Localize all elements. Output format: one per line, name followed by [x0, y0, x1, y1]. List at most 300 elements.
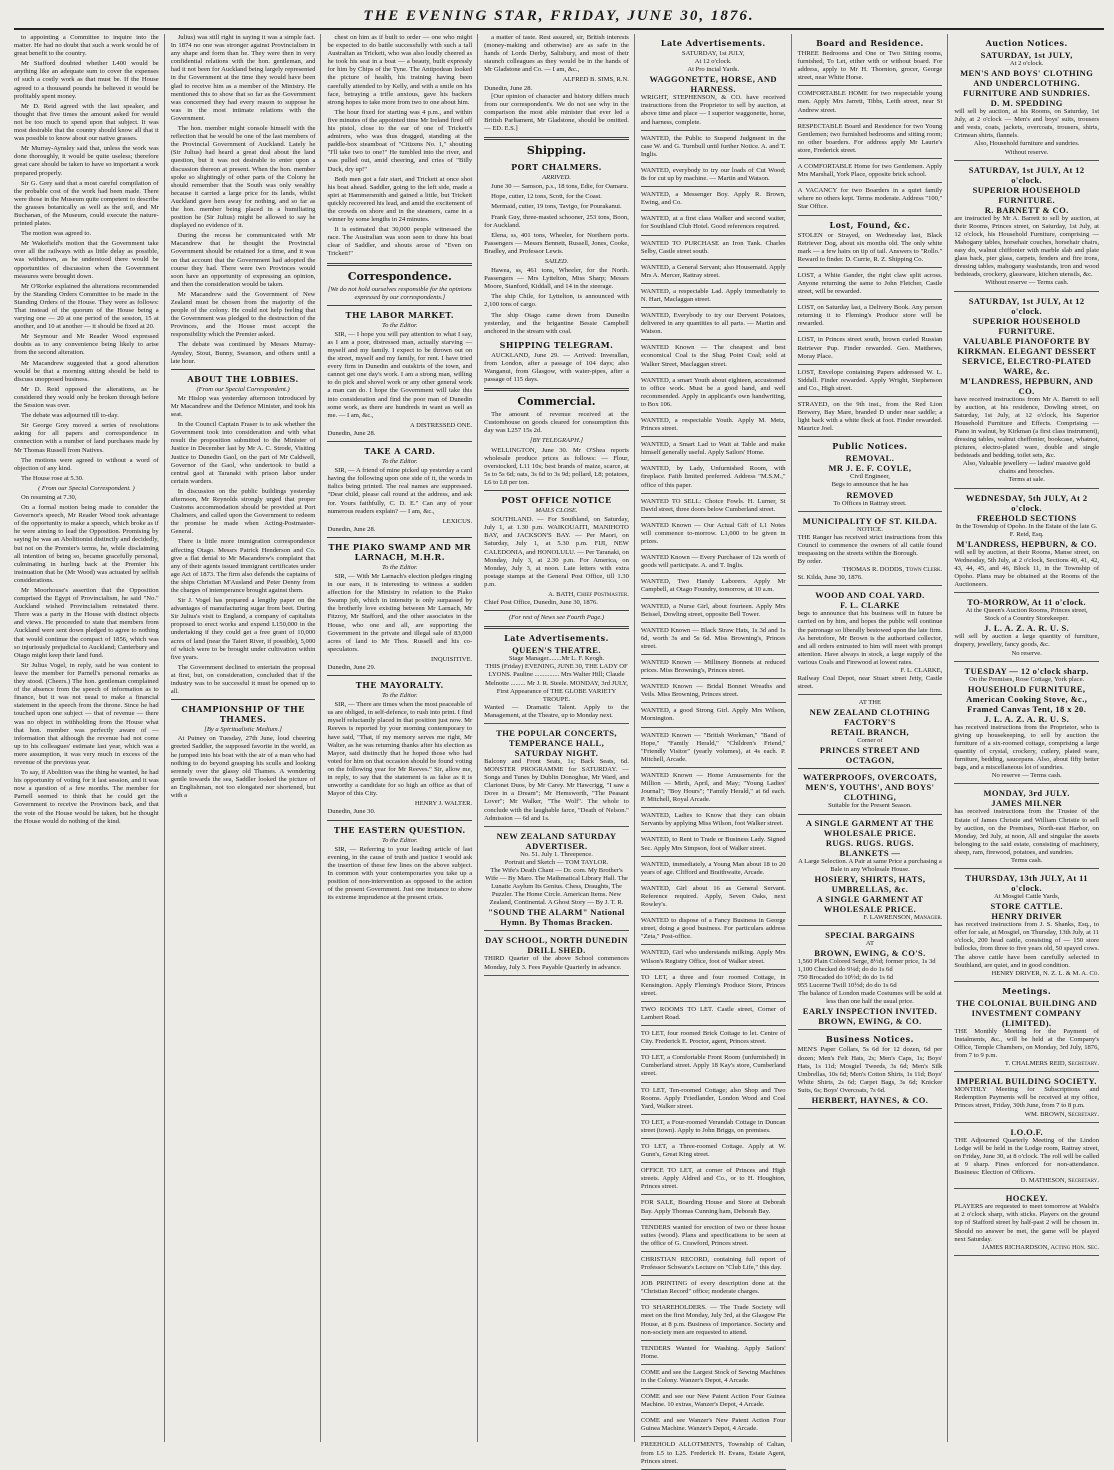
- ad-title: BLANKETS —: [839, 847, 901, 858]
- advertisement: [954, 50, 1099, 161]
- classified-ad: TWO ROOMS TO LET. Castle street, Corner of Lambert Road.: [641, 1006, 786, 1026]
- ad-body: THE Ranger has received strict instructions from this Council to commence the owners of all cattle found trespassing on the streets within the Borough.: [797, 533, 943, 557]
- paragraph: To say, if Abolition was the thing he wanted, he had his opportunity of voting for it last session, and it was now a question of a few months. The member for Parnell seemed to think that he could get the Government to receive the Provinces back, and that the vote of the House would be taken, but he thought the House would do nothing of the kind.: [14, 769, 159, 825]
- ad-date: St. Kilda, June 30, 1876.: [797, 574, 863, 582]
- section-heading: Late Advertisements.: [504, 633, 609, 644]
- paragraph: The Government declined to entertain the proposal at first, but, on consideration, concluded that if the industry was to be successful it must be opened up to all.: [170, 663, 316, 696]
- classified-ad: FREEHOLD ALLOTMENTS, Township of Caltan, from L5 to L25. Frederick H. Evans, Estate Agent, Princes street.: [641, 1441, 786, 1469]
- letter-signature: LEXICUS.: [442, 517, 473, 525]
- classified-ad: WANTED, immediately, a Young Man about 18 to 20 years of age. Clifford and Braithwaite, Arcade.: [641, 861, 786, 881]
- telegram-heading: SHIPPING TELEGRAM.: [499, 339, 614, 350]
- ad-line: By order.: [797, 558, 823, 566]
- paragraph: to appointing a Committee to inquire into the matter. He had no doubt that such a work would be of great benefit to the country.: [14, 34, 159, 58]
- classified-ad: TO SHAREHOLDERS. — The Trade Society will meet on the first Monday, July 3rd, at the Glasgow Pie House, at 8 p.m. Business of importance. Society and non-society men are requested to attend.: [641, 1304, 786, 1340]
- classified-ad: FOR SALE, Boarding House and Store at Deborah Bay. Apply Thomas Cunning ham, Deborah Bay.: [641, 1199, 786, 1219]
- letter-body: SIR, — I hope you will pay attention to what I say, as I am a poor, distressed man, actually starving — myself and my family. I expect to be thrown out on the street, myself and my family, for rent. I have tried every firm in Dunedin and outskirts of the town, and cannot get one day's work. I am a strong man, willing to do pick and shovel work or any other general work a man can do. I hope the Government will take this into consideration and find the poor man of Dunedin some work, as there are hundreds in want as well as me. — I am, &c.,: [327, 330, 473, 419]
- editor-note: [We do not hold ourselves responsible for the opinions expressed by our correspondents.]: [327, 285, 472, 301]
- ad-body: begs to announce that his business will in future be carried on by him, and hopes the public will continue the patronage so liberally bestowed upon the late firm. As heretofore, Mr Brown is the authorised collector, and all orders entrusted to him will meet with prompt attention. Have always in stock, a large supply of the various Coals and Firewood at lowest rates.: [797, 610, 943, 666]
- ad-signature: JAMES RICHARDSON, Acting Hon. Sec.: [982, 1243, 1100, 1251]
- ad-body: Wanted — Dramatic Talent. Apply to the Management, at the Theatre, up to Monday next.: [484, 703, 629, 719]
- ad-title: VALUABLE PIANOFORTE BY KIRKMAN. ELEGANT DESSERT SERVICE, ELECTRO-PLATED WARE, &c.: [957, 335, 1097, 376]
- ad-line: Stage Manager........Mr L. F. Keogh.: [508, 655, 605, 663]
- arrived-label: ARRIVED.: [542, 174, 571, 182]
- ad-line: At Mosgiel Cattle Yards,: [993, 893, 1060, 901]
- letter-to: To the Editor.: [382, 563, 418, 571]
- classified-ad: WANTED, a respectable Lad. Apply immediately to N. Hart, Maclaggan street.: [641, 288, 786, 308]
- ad-date: SATURDAY, 1st JULY, At 12 o'clock.: [968, 295, 1085, 316]
- advertisement: [798, 930, 943, 1031]
- section-heading: Public Notices.: [832, 441, 908, 452]
- divider: [327, 537, 472, 538]
- advertisement: [954, 1076, 1099, 1122]
- letter-body: SIR, — Referring to your leading article of last evening, in the cause of truth and justice I would ask the insertion of these few lines on the above subject. In common with your contemporaries you take up a position of non-intervention as opposed to the action of the present Government. Just one instance to show its extreme imprudence at the present crisis.: [327, 845, 473, 902]
- letter-body: SIR, — With Mr Larnach's election pledges ringing in our ears, it is interesting to witness a sudden affection for the Ministry in relation to the Piako Swamp job, which in intensity is only surpassed by the brotherly love existing between Mr Larnach, Mr Fitzroy, Mr Stafford, and the other associates in the House, who one and all, are supporting the Government in the private and illegal sale of 83,000 acres of land to Mr Thos. Russell and his co-speculators.: [327, 572, 473, 653]
- divider: [484, 137, 629, 140]
- ad-line: No reserve — Terms cash.: [991, 772, 1062, 780]
- section-heading: Lost, Found, &c.: [829, 219, 911, 230]
- ad-line: Stock of a Country Storekeeper.: [984, 615, 1069, 623]
- paragraph: The motion was agreed to.: [21, 230, 92, 238]
- section-heading: Meetings.: [1002, 985, 1052, 996]
- section-subheading: (From our Special Correspondent.): [196, 385, 290, 393]
- section-heading: Commercial.: [517, 395, 596, 409]
- letter-signature: ALFRED B. SIMS, R.N.: [562, 76, 629, 84]
- classified-ad: STRAYED, on the 9th inst., from the Red Lion Brewery, Bay Mare, branded D under near saddle; a light back with a white fleck at foot. Finder rewarded. Maurice Joel.: [798, 401, 943, 437]
- ad-signature: D. MATHESON, Secretary.: [1020, 1177, 1100, 1185]
- letter-date: Dunedin, June 28.: [484, 84, 533, 92]
- divider: [327, 441, 472, 442]
- classified-ad: WANTED, a good Strong Girl. Apply Mrs Wilson, Mornington.: [641, 707, 786, 727]
- paragraph: SOUTHLAND. — For Southland, on Saturday, July 1, at 1.30 p.m. WAIKOUAITI, MANIHOTO BAY, and JACKSON'S BAY. — Per Maori, on Saturday, July 1, at 5.30 p.m. FIJI, NEW CALEDONIA, and HONOLULU. — Per Taranaki, on Monday, July 3, at 2.30 p.m. For America, on Monday, July 3, at noon. Late letters with extra postage stamps at the General Post Office, till 1.30 p.m.: [484, 516, 629, 588]
- telegraph-label: [BY TELEGRAPH.]: [529, 437, 584, 445]
- section-subheading: [By a Spiritualistic Medium.]: [204, 726, 282, 734]
- ad-line: Begs to announce that he has: [831, 481, 909, 489]
- masthead: THE EVENING STAR, FRIDAY, JUNE 30, 1876.: [14, 6, 1104, 30]
- ad-line: No. 51. July 1. Threepence.: [520, 850, 593, 858]
- advertisement: [484, 935, 629, 975]
- classified-ad: LOST, on Saturday last, a Delivery Book. Any person returning it to Fleming's Produce store will be rewarded.: [798, 304, 943, 332]
- ad-name: HENRY DRIVER: [991, 911, 1062, 922]
- ad-line: On the Premises, Rose Cottage, York place.: [969, 675, 1085, 683]
- divider: [171, 369, 316, 370]
- ad-body: WRIGHT, STEPHENSON, & CO. have received instructions from the Proprietor to sell by auction, at above time and place — I superior waggonette, horse, and harness, complete.: [640, 94, 786, 126]
- shipping-entry: Hope, cutter, 12 tons, Scott, for the Coast.: [491, 193, 602, 201]
- classified-ad: CHRISTIAN RECORD, containing full report of Professor Schwarz's Lecture on "Club Life," this day.: [641, 1256, 786, 1276]
- section-heading: Correspondence.: [347, 269, 452, 283]
- ad-line: Without reserve.: [1004, 148, 1049, 156]
- classified-ad: WANTED, Everybody to try our Dervent Potatoes, delivered in any quantities to all parts. — Martin and Watson.: [641, 312, 786, 340]
- ad-body: has received instructions from J. S. Shanks, Esq., to offer for sale, at Mosgiel, on Thursday, 13th July, at 11 o'clock, 200 head cattle, consisting of — 150 store bullocks, from three to five years old, 50 spayed cows. The above cattle have been carefully selected in Southland, are quiet, and in good condition.: [954, 921, 1100, 969]
- advertisement: [484, 831, 629, 932]
- classified-ad: LOST, a White Gander, the right claw split across. Anyone returning the same to John Fletcher, Castle street, will be rewarded.: [798, 272, 943, 300]
- classified-ad: WANTED TO SELL: Choice Fowls. H. Lurner, St David street, three doors below Cumberland street.: [641, 498, 786, 518]
- paragraph: The hon. member might console himself with the reflection that he would be one of the last members of the Provincial Government of Auckland. Lately he (Sir Julius) had heard a great deal about the land question, but it was not desirable to enter upon a discussion thereon at present. When the hon. member spoke so slightingly of other parts of the Colony he should remember that the South was only wealthy because it carried a large price for its lands, whilst Auckland gave hers away for nothing, and so far as the hon. member being placed in a humiliating position he (Sir Julius) might be allowed to say he displayed no evidence of it.: [170, 125, 316, 230]
- paragraph: Sir G. Grey said that a most careful compilation of the probable cost of the work had been made. There were those in the Museum quite competent to describe the grasses botanically as well as the soil, and Mr Buchanan, of the Museum, could execute the nature-printed plates.: [14, 179, 159, 228]
- classified-ad: TO LET, a Comfortable Front Room (unfurnished) in Cumberland street. Apply 18 Kay's store, Cumberland street.: [641, 1054, 786, 1082]
- advertisement: [954, 873, 1099, 982]
- divider: [484, 490, 629, 491]
- classified-ad: WANTED Known — "British Workman," "Band of Hope," "Family Herald," "Children's Friend," "Friendly Visitor" (yearly volumes), at 4s each. P. Mitchell, Arcade.: [641, 732, 786, 768]
- classified-ad: WANTED, Two Handy Laborers. Apply Mr Campbell, at Otago Foundry, tomorrow, at 10 a.m.: [641, 578, 786, 598]
- ad-body: The Wife's Death Chant — Dr. com. My Brother's Wife — By Maro. The Mathmatical Library Hall. The Lunatic Asylum Its Genius. Chess, Draughts, The Puzzler. The Home Circle. American Items. New Zealand, Continental. A Ghost Story — By J. T. R.: [485, 866, 628, 907]
- ad-title: BROWN, EWING, & CO'S.: [814, 947, 926, 958]
- letter-heading: THE MAYORALTY.: [355, 680, 444, 691]
- ad-title: PRINCES STREET AND OCTAGON,: [819, 745, 920, 766]
- letter-date: Dunedin, June 29.: [327, 664, 376, 671]
- section-heading: Auction Notices.: [985, 38, 1068, 48]
- classified-ad: WANTED, Girl about 16 as General Servant. Reference required. Apply, Seven Oaks, next Rowley's.: [641, 885, 786, 913]
- section-heading: Shipping.: [526, 144, 587, 158]
- ad-line: Suitable for the Present Season.: [828, 802, 912, 810]
- ad-line: The balance of London made Costumes will be sold at less than one half the usual price.: [798, 990, 942, 1006]
- ad-title: MEN'S AND BOYS' CLOTHING AND UNDERCLOTHING. FURNITURE AND SUNDRIES.: [960, 68, 1094, 99]
- paragraph: a matter of taste. Rest assured, sir, British interests (money-making and otherwise) are as safe in the hands of Lords Derby, Salisbury, and most of their staunch colleagues as they would be in the hands of Mr Gladstone and Co. — I am, &c.,: [484, 34, 629, 74]
- ad-body: THIS (Friday) EVENING, JUNE 30, THE LADY OF LYONS. Pauline ............... Mrs Walter Hill; Claude Melnotte ......... Mr J. R. Steele. MONDAY, 3rd JULY, First Appearance of THE GLOBE VARIETY TROUPE.: [485, 663, 628, 703]
- price-row: 750 Brocaded do 10½d; do do 1s 6d: [797, 974, 894, 982]
- classified-ad: OFFICE TO LET, at corner of Princes and High streets. Apply Aldred and Co., or to H. Houghton, Princes street.: [641, 1167, 786, 1195]
- paragraph: On resuming at 7.30,: [21, 493, 77, 501]
- ad-title: IMPERIAL BUILDING SOCIETY.: [956, 1076, 1097, 1087]
- letter-heading: THE PIAKO SWAMP AND MR LARNACH, M.H.R.: [328, 541, 472, 562]
- letter-date: Dunedin, June 30.: [327, 808, 376, 816]
- shipping-entry: The ship Otago came down from Dunedin yesterday, and the brigantine Bessie Campbell anchored in the stream with coal.: [484, 311, 629, 335]
- ad-line: Also, Valuable jewellery — ladies' massive gold chains and brooches.: [962, 460, 1091, 476]
- ad-title: THE POPULAR CONCERTS, TEMPERANCE HALL, SATURDAY NIGHT.: [496, 728, 617, 758]
- classified-ad: WANTED, a General Servant; also Housemaid. Apply Mrs A. Mercer, Rattray street.: [641, 264, 786, 284]
- letter-signature: HENRY J. WALTER.: [414, 800, 473, 808]
- ad-line: Also, Household furniture and sundries.: [973, 140, 1080, 148]
- ad-signature: F. LAWRENSON, Manager.: [863, 913, 943, 921]
- section-heading: ABOUT THE LOBBIES.: [187, 373, 299, 384]
- ad-date: THURSDAY, 13th JULY, At 11 o'clock.: [965, 873, 1088, 894]
- letter-heading: TAKE A CARD.: [364, 446, 436, 457]
- continued-note: (For rest of News see Fourth Page.): [508, 614, 605, 622]
- ad-title: I.O.O.F.: [1010, 1126, 1043, 1137]
- shipping-entry: June 30 — Samson, p.s., 18 tons, Edie, for Oamaru.: [491, 183, 629, 191]
- ad-title: QUEEN'S THEATRE.: [512, 645, 601, 656]
- divider: [798, 768, 943, 769]
- section-heading: POST OFFICE NOTICE: [501, 495, 612, 506]
- ad-name: D. M. SPEDDING: [990, 98, 1063, 109]
- advertisement: [798, 516, 943, 587]
- ad-line: No reserve.: [1011, 649, 1042, 657]
- paragraph: Both men got a fair start, and Trickett at once shot his boat ahead. Saddler, going to the left side, made a spirt at Hammersmith and gained a little, but Trickett quickly recovered his lead, and amid the excitement of the crowds on shore and in the steamers, came in a winner by some lengths in 24 minutes.: [327, 175, 473, 224]
- ad-title: WATERPROOFS, OVERCOATS, MEN'S, YOUTHS', AND BOYS' CLOTHING,: [803, 772, 937, 803]
- paragraph: Julius) was still right in saying it was a simple fact. In 1874 no one was stronger against Provincialism in any shape and form than he. They were then in very confidential relations with the hon. gentleman, and had it not been for Auckland being largely represented in the Government at the time they would have been glad to receive him as a member of the Ministry. He mentioned this to show that so far as the Government was concerned they had every reason to suppose he was in the most intimate relations with the Government.: [170, 34, 316, 122]
- letter-date: Dunedin, June 28.: [327, 429, 376, 437]
- ad-name: J. L. A. Z. A. R. U. S.: [984, 713, 1070, 724]
- ad-name: JAMES MILNER: [991, 798, 1063, 809]
- paragraph: Mr Hislop was yesterday afternoon introduced by Mr Macandrew and the Defence Minister, and took his seat.: [170, 394, 316, 419]
- shipping-entry: The ship Chile, for Lyttelton, is announced with 2,100 tons of cargo.: [484, 293, 629, 309]
- special-correspondent: ( From our Special Correspondent. ): [38, 484, 135, 492]
- advertisement: [954, 666, 1099, 785]
- column-5: [640, 34, 792, 1465]
- letter-body: SIR, — There are times when the most peaceable of us are obliged, in self-defence, to rush into print. I find myself reluctantly placed in that position just now. Mr Reeves is reported by your morning contemporary to have said, "That, if my memory serves me right, Mr Walter, as he was returning thanks after his election as Mayor, said distinctly that he hoped those who had voted for him on that occasion should be found voting on the following year for Mr Reeves." Sir, allow me, in reply, to say that the statement is as false as it is unworthy a candidate for so high an office as that of Mayor of this City.: [327, 701, 473, 798]
- letter-heading: THE EASTERN QUESTION.: [333, 824, 466, 835]
- ad-line: Civil Engineer,: [849, 473, 890, 481]
- paragraph: On a formal motion being made to consider the Governor's speech, Mr Reader Wood took advantage of the opportunity to make a speech, which broke as if he were aiming to lead the Opposition. Promising by saying he was an Abolitionist distinctly and decidedly, but not on the Premier's terms, he, while disclaiming all intention of being so, became gracefully personal, culminating in hurling back at the Premier his insinuation that he (Mr Wood) was actuated by selfish considerations.: [14, 504, 159, 584]
- paragraph: Sir J. Vogel has prepared a lengthy paper on the advantages of manufacturing sugar from beet. During Sir Julius's visit to England, a company of capitalists proposed to erect works and expend L150,000 in the undertaking if they could get a free grant of 10,000 acres of land (near the Taieri River, if possible), 5,000 of which were to be brought under cultivation within five years.: [170, 597, 316, 661]
- advertisement: [954, 597, 1099, 661]
- ad-body: MONTHLY Meeting for Subscriptions and Redemption Payments will be received at my office, Princes street, Friday, 30th June, from 7 to 8 p.m.: [954, 1086, 1100, 1110]
- ad-body: will sell by auction, at their Rooms, Manse street, on Wednesday, 5th July, at 2 o'clock, Sections 40, 41, 42, 43, 44, 45, and 46, Block 11, in the Township of Opoho. Plans may be obtained at the Rooms of the Auctioneers.: [954, 548, 1100, 589]
- ad-title: WOOD AND COAL YARD.: [815, 590, 925, 601]
- divider: [327, 820, 472, 821]
- shipping-entry: Frank Guy, three-masted schooner, 253 tons, Boon, for Auckland.: [484, 213, 629, 229]
- ad-title: REMOVED: [846, 489, 894, 500]
- classified-ad: WANTED Known — Home Amusements for the Million — Mirth, April, and May; "Young Ladies' Journal"; "Boy Hours"; "Family Herald," at 6d each. P. Mitchell, Royal Arcade.: [641, 772, 786, 808]
- column-7: [954, 34, 1104, 1442]
- paragraph: The motions were agreed to without a word of objection of any kind.: [14, 456, 159, 472]
- ad-title: DAY SCHOOL, NORTH DUNEDIN DRILL SHED.: [485, 935, 628, 956]
- advertisement: [954, 1193, 1099, 1256]
- ad-body: THE Monthly Meeting for the Payment of Instalments, &c., will be held at the Company's Office, Temple Chambers, on Monday, 3rd July, 1876, from 7 to 9 p.m.: [954, 1027, 1100, 1060]
- advertisement: [954, 998, 1099, 1072]
- classified-ad: LOST, Envelope containing Papers addressed W. L. Siddall. Finder rewarded. Apply Wright, Stephenson and Co., High street.: [798, 369, 943, 397]
- advertisement: [798, 699, 943, 926]
- price-row: 1,560 Plain Colored Serge, 8½d; former price, 1s 3d: [797, 957, 936, 965]
- classified-ad: WANTED, everybody to try our loads of Cut Wood; 8s for cut up by machine. — Martin and Watson.: [641, 167, 786, 187]
- letter-signature: INQUISITIVE.: [430, 655, 473, 663]
- classified-ad: STOLEN or Strayed, on Wednesday last, Black Retriever Dog, about six months old. The only white mark — a few hairs on tip of tail. Answers to "Rollo." Reward to finder. D. Currie, R. Z. Shipping Co.: [798, 232, 943, 268]
- paragraph: WELLINGTON, June 30. Mr O'Shea reports wholesale produce prices as follows: — Flour, overstocked, L11 10s; best brands of maize, scarce, at 5s to 5s 6d; oats, 3s 6d to 3s 9d; pollard, L8; potatoes, L6 to L8 per ton.: [484, 446, 629, 486]
- ad-body: Balcony and Front Seats, 1s; Back Seats, 6d. MONSTER PROGRAMME for SATURDAY. — Songs and Tunes by Dublin Donoghue, Mr Ward, and Clarionet Duos, by Mr Carey. Mr Hawcrigg, "I saw a Dove in a Dream"; Mr Hemsworth, "The Peasant Lover"; Mr Walker, "The Wolf". The whole to conclude with the laughable farce, "Death of Nelson." Admission — 6d and 1s.: [484, 758, 629, 822]
- column-3: [327, 34, 478, 1442]
- ad-body: has received instructions from the Proprietor, who is giving up housekeeping, to sell by auction the furniture of a six-roomed cottage, comprising a large quantity of crystal, crockery, cutlery, plated ware, furniture, bedding, saucepans. Also, about fifty better bags, and a miscellaneous lot of sundries.: [954, 723, 1100, 772]
- letter-to: To the Editor.: [382, 836, 418, 844]
- letter-to: To the Editor.: [382, 692, 418, 700]
- ad-date: WEDNESDAY, 5th JULY, At 2 o'clock.: [965, 492, 1088, 513]
- classified-ad: WANTED Known — The cheapest and best economical Coal is the Shag Point Coal; sold at Walker Street, Maclaggan street.: [641, 344, 786, 372]
- classified-ad: COMFORTABLE HOME for two respectable young men. Apply Mrs Jarrett, Tibbs, Leith street, near St Andrew street.: [798, 90, 943, 118]
- ad-body: are instructed by Mr A. Barrett to sell by auction, at their Rooms, Princes street, on Saturday, 1st July, at 12 o'clock, his Household Furniture, comprising — Mahogany tables, horsehair couches, horsehair chairs, easy do, walnut chiffonier with marble slab and plate glass back, pier glass, carpets, fenders and fire irons, dressing tables, mahogany washstands, iron and wood bedsteads, crockery, glassware, kitchen utensils, &c.: [954, 214, 1100, 279]
- advertisement: [798, 590, 943, 695]
- ad-signature: HENRY DRIVER, N. Z. L. & M. A. Co.: [991, 969, 1100, 977]
- classified-ad: COME and see Wanzer's New Patent Action Four Guinea Machine. Wanzer's Depot, 4 Arcade.: [641, 1417, 786, 1437]
- paragraph: Mr O'Rorke explained the alterations recommended by the Standing Orders Committee to be made in the Standing Orders of the House. They were as follows: That instead of the quorum of the House being a varying one — 20 at one period of the session, 15 at another, and 10 at another — it should be fixed at 20.: [14, 282, 159, 331]
- letter-to: To the Editor.: [382, 321, 418, 329]
- paragraph: chest on him as if built to order — one who might be expected to do battle successfully with such a tall Australian as Trickett, who was also loudly cheered as he took his seat in a boat — a beauty, built expressly for him by Chips of the Tyne. The Antipodean looked the picture of health, his training having been carefully attended to by Kelly, and with a smile on his face, betraying a trifle anxious, gave his backers strong hopes to take more from two to one about him.: [327, 34, 473, 106]
- telegram-body: AUCKLAND, June 29. — Arrived: Inverallan, from London, after a passage of 104 days; also Wanganui, from Glasgow, with water-pipes, after a passage of 115 days.: [484, 351, 629, 384]
- ad-title: FREEHOLD SECTIONS: [976, 512, 1077, 523]
- ad-body: PLAYERS are requested to meet tomorrow at Walsh's at 2 o'clock sharp, with sticks. Players on the ground top of Stafford street by half-past 2 will be chosen in. Should no answer be met, the game will be played next Saturday.: [954, 1203, 1100, 1243]
- ad-line: To Offices in Rattray street.: [833, 499, 907, 507]
- ad-title: MUNICIPALITY OF ST. KILDA.: [802, 515, 938, 526]
- ad-line: NOTICE.: [857, 525, 883, 533]
- classified-ad: TO LET, Ten-roomed Cottage; also Shop and Two Rooms. Apply Friedlander, London Wood and Coal Yard, Walker street.: [641, 1087, 786, 1115]
- divider: [171, 699, 316, 700]
- advertisement: [798, 453, 943, 511]
- classified-ad: WANTED, to Rent to Trade or Business Lady. Signed Sec. Apply Mrs Simpson, foot of Walker street.: [641, 836, 786, 856]
- paragraph: There is little more immigration correspondence affecting Otago. Messrs Patrick Henderson and Co. give a flat denial to Mr Macandrew's complaint that any of their agents issued immigrant certificates under age Act of 1873. The firm also defends the captains of the ships Christian M'Ausland and Peter Denny from the charges of intemperance brought against them.: [170, 538, 316, 594]
- advertisement: [954, 296, 1099, 489]
- classified-ad: JOB PRINTING of every description done at the "Christian Record" office; moderate charges.: [641, 1280, 786, 1300]
- section-heading: Board and Residence.: [816, 38, 924, 48]
- classified-ad: WANTED Known — Our Actual Gift of L1 Notes will commence to-morrow. L1,000 to be given in prizes.: [641, 522, 786, 550]
- ad-signature: THOMAS R. DODDS, Town Clerk.: [842, 566, 943, 574]
- ad-body: have received instructions from Mr A. Barrett to sell by auction, at his residence, Dowling street, on Saturday, 1st July, at 12 o'clock, his Superior Household Furniture and Effects. Comprising — Piano in walnut, by Kirkman (a first class instrument), dressing tables, walnut cheffonier, bookcase, whatnot, pictures, electro-plated ware, double and single bedsteads and bedding, toilet sets, &c.: [954, 395, 1100, 460]
- editor-note: [Our opinion of character and history differs much from our correspondent's. We do not see why in the comparison the most able minister that ever led a British Parliament, Mr Gladstone, should be omitted. — ED. E.S.]: [484, 92, 629, 133]
- ad-body: has received instructions from the Trustee of the Estate of James Christie and William Christie to sell by auction, on the Premises, North-east Harbor, on Monday, 3rd July, at noon, All and singular the assets belonging to the said estate, consisting of machinery, sheep, ram, firewood, potatoes, and sundries.: [954, 808, 1100, 856]
- paragraph: Mr Wakefield's motion that the Government take over all the railways with as little delay as possible, was withdrawn, as he understood there would be opportunities of discussion when the Government measures were brought down.: [14, 240, 159, 280]
- ad-title: HOCKEY.: [1005, 1193, 1048, 1204]
- advertisement: [484, 728, 629, 827]
- column-1: [14, 34, 165, 1442]
- ad-title: NEW ZEALAND CLOTHING FACTORY'S: [809, 707, 931, 728]
- ad-line: At 2 o'clock.: [1009, 60, 1044, 67]
- classified-ad: TENDERS Wanted for Washing. Apply Sailors' Home.: [641, 1345, 786, 1365]
- advertisement: [954, 165, 1099, 292]
- ad-body: MEN'S Paper Collars, 5s 6d for 12 dozen, 6d per dozen; Men's Felt Hats, 2s; Men's Caps, 1s; Boys' Hats, 1s 11d; Mosgiel Tweeds, 3s 6d; Men's Silk Umbrellas, 10s 6d; Men's Cotton Shirts, 1s 11d; Boys' White Shirts, 2s 6d; Carpet Bags, 3s 6d; Knicker Suits, 6s; Boys' Overcoats, 7s 6d.: [797, 1046, 943, 1094]
- classified-ad: WANTED to dispose of a Fancy Business in George street, doing a good business. For particulars address "Zeta," Post-office.: [641, 917, 786, 945]
- classified-ad: WANTED, a respectable Youth. Apply M. Metz, Princes street.: [641, 417, 786, 437]
- section-heading: Business Notices.: [825, 1034, 914, 1045]
- advertisement: [954, 1127, 1099, 1190]
- ad-name: F. L. CLARKE: [840, 600, 900, 611]
- ad-title: SPECIAL BARGAINS: [825, 929, 915, 940]
- classified-ad: THREE Bedrooms and One or Two Sitting rooms, furnished, To Let, either with or without board. For address, apply to Mr H. Thornton, grocer, George street, near White Horse.: [798, 50, 943, 86]
- paragraph: Mr Murray-Aynsley said that, unless the work was done thoroughly, it would be quite useless; therefore great care should be taken to have so important a work prepared properly.: [14, 145, 159, 177]
- ad-line: At the Queen's Auction Rooms, Princes street,: [965, 607, 1088, 615]
- ad-date: TUESDAY — 12 o'clock sharp.: [964, 665, 1089, 676]
- ad-line: Terms at sale.: [1008, 476, 1045, 484]
- port-heading: PORT CHALMERS.: [511, 162, 602, 173]
- ad-title: NEW ZEALAND SATURDAY ADVERTISER.: [496, 830, 617, 851]
- ad-line: Corner of: [857, 737, 883, 745]
- ad-title: WAGGONETTE, HORSE, AND HARNESS.: [649, 74, 777, 95]
- classified-ad: WANTED, by Lady, Unfurnished Room, with fireplace. Faith limited preferred. Address "M.S.M.," office of this paper.: [641, 465, 786, 493]
- section-heading: Late Advertisements.: [660, 38, 766, 48]
- ad-title: A SINGLE GARMENT AT WHOLESALE PRICE.: [816, 893, 924, 914]
- ad-date: TO-MORROW, At 11 o'clock.: [967, 597, 1087, 608]
- letter-date: Dunedin, June 28.: [327, 525, 376, 533]
- ad-signature: F. L. CLARKE,: [900, 666, 943, 674]
- paragraph: Sir Julius Vogel, in reply, said he was content to leave the member for Parnell's personal remarks as they stood. (Cheers.) The hon. gentleman complained of the absence from the speech of information as to finance, but it was not usual to make a financial statement in the speech from the throne. Since he had touched upon one subject — that of revenue — there was no object in withholding from the House what that hon. member was perfectly aware of — information that although the revenue had not come up to his colleagues' estimate last year, which was a mere assumption, it was very much in excess of the revenue of the previous year.: [14, 661, 159, 766]
- classified-ad: RESPECTABLE Board and Residence for two Young Gentlemen; two furnished bedrooms and sitting room; no other boarders. For address apply Mr Laurie's store, Frederick street.: [798, 123, 943, 159]
- ad-body: will sell by auction, at his Rooms, on Saturday, 1st July, at 2 o'clock — Men's and boys' suits, trousers and vests, coats, jackets, overcoats, trousers, shirts, Crimean shirts, flannels.: [954, 108, 1100, 140]
- ad-title: HOSIERY, SHIRTS, HATS, UMBRELLAS, &c.: [814, 873, 926, 894]
- ad-title: A SINGLE GARMENT AT THE WHOLESALE PRICE.: [805, 817, 934, 838]
- paragraph: Mr Stafford doubted whether L400 would be anything like an adequate sum to cover the expenses of such a costly work as that must be. If the House agreed to a thousand pounds he believed it would be profitably spent money.: [14, 60, 159, 100]
- ad-line: At Pro incial Yards.: [687, 66, 740, 74]
- classified-ad: WANTED, Girl who understands milking. Apply Mrs Wilson's Registry Office, foot of Walker street.: [641, 949, 786, 969]
- paragraph: The hour fixed for starting was 4 p.m., and within five minutes of the appointed time Mr Ireland fired off his pistol, close to the ear of one of Trickett's admirers, who was thus dragged, standing at the paddle-box steamboat of "Citizens No. 1," shouting "I'll take two to one!" He tumbled into the river, and was pulled out, amid cheering, and cries of "Billy Duck, dry up!": [327, 108, 473, 173]
- classified-ad: WANTED, a smart Youth about eighteen, accustomed to office work. Must be a good hand, and well recommended. Apply in applicant's own handwriting, to Box 106.: [641, 377, 786, 413]
- ad-line: AT: [865, 939, 874, 947]
- classified-ad: COME and see our New Patent Action Four Guinea Machine. 10 extras, Wanzer's Depot, 4 Arcade.: [641, 1393, 786, 1413]
- ad-title: BROWN, EWING, & CO.: [818, 1016, 922, 1027]
- ad-title: THE COLONIAL BUILDING AND INVESTMENT COMPANY (LIMITED).: [956, 997, 1098, 1028]
- paragraph: At Putney on Tuesday, 27th June, loud cheering greeted Saddler, the supposed favorite in the world, as he jumped into his boat with the air of a man who had nothing to do beyond grasping his sculls and looking serenely over the glassy old Thames. A wondering gentle towards the sea, Saddler looked the picture of an Englishman, not too elongated nor shortened, but with a: [170, 735, 316, 799]
- paragraph: The debate was adjourned till to-day.: [21, 412, 119, 420]
- ad-name: R. BARNETT & CO.: [984, 204, 1069, 215]
- advertisement: [954, 493, 1099, 594]
- ad-name: J. L. A. Z. A. R. U. S.: [984, 623, 1070, 634]
- ad-title: "SOUND THE ALARM" National Hymn. By Thomas Bracken.: [488, 907, 625, 928]
- classified-ad: WANTED Known — Bridal Bonnet Wreaths and Veils. Miss Browning, Princes street.: [641, 683, 786, 703]
- classified-ad: A COMFORTABLE Home for two Gentlemen. Apply Mrs Marshall, York Place, opposite brick school.: [798, 163, 943, 183]
- classified-ad: WANTED, Ladies to Know that they can obtain Servants by applying Miss Wilson, foot Walker street.: [641, 812, 786, 832]
- ad-name: M'LANDRESS, HEPBURN, AND CO.: [960, 375, 1094, 396]
- paragraph: Mr Macandrew said the Government of New Zealand must be chosen from the majority of the people of the colony. He could not help feeling that the Government was pledged to the destruction of the Provinces, and the House must accept the responsibility which the Premier asked.: [170, 290, 316, 339]
- ad-date: SATURDAY, 1st JULY, At 12 o'clock.: [968, 164, 1085, 185]
- divider: [484, 388, 629, 391]
- classified-ad: A VACANCY for two Boarders in a quiet family where no others kept. Terms moderate. Address "100," Star Office.: [798, 187, 943, 215]
- ad-name: M'LANDRESS, HEPBURN, & CO.: [956, 538, 1097, 549]
- paragraph: During the recess he communicated with Mr Macandrew that he thought the Provincial Government should be retained for a time, and it was on that account that the Government had adopted the course they had. There were two Provinces would soon have an opportunity of expressing an opinion, and then the consideration would be taken.: [170, 232, 316, 288]
- divider: [327, 675, 472, 676]
- ad-date: SATURDAY, 1st JULY,: [980, 50, 1073, 60]
- classified-ad: WANTED Known — Black Straw Hats, 1s 3d and 1s 6d, worth 3s and 5s 6d. Miss Browning's, Princes street.: [641, 627, 786, 655]
- ad-signature: T. CHALMERS REID, Secretary.: [1004, 1060, 1100, 1068]
- classified-ad: WANTED, a Messenger Boy. Apply R. Brown, Ewing, and Co.: [641, 191, 786, 211]
- classified-ad: WANTED, a Nurse Girl, about fourteen. Apply Mrs Beissel, Dowling street, opposite Bell Tower.: [641, 603, 786, 623]
- ad-line: Portrait and Sketch — TOM TAYLOR.: [504, 858, 609, 866]
- ad-body: THE Adjourned Quarterly Meeting of the Lindon Lodge will be held in the Lodge room, Rattray street, on Friday, June 30, at 8 o'clock. The roll will be called at 9 sharp. Fines enforced for non-attendance. Business: Election of Officers.: [954, 1136, 1100, 1177]
- letter-signature: A DISTRESSED ONE.: [410, 421, 473, 429]
- paragraph: It is estimated that 30,000 people witnessed the race. The Australian was soon seen to draw his boat clear of Saddler, and shouts arose of "Even on Trickett!": [327, 226, 473, 258]
- classified-ad: WANTED Known — Every Purchaser of 12s worth of goods will participate. A. and T. Inglis.: [641, 554, 786, 574]
- classified-ad: TO LET, a Four-roomed Verandah Cottage in Duncan street (town). Apply to John Briggs, on premises.: [641, 1119, 786, 1139]
- price-row: 1,100 Checked do 9¼d; do do 1s 6d: [797, 966, 893, 973]
- ad-line: In the Township of Opoho. In the Estate of the late G. F. Reid, Esq.: [955, 522, 1098, 538]
- paragraph: Mr Macandrew suggested that a good alteration would be that a morning sitting should be held to discuss unopposed business.: [14, 359, 159, 383]
- divider: [798, 814, 943, 815]
- classified-ad: TENDERS wanted for erection of two or three house suites (wood). Plans and specifications to be seen at the office of G. Crawford, Princes street.: [641, 1224, 786, 1252]
- advertisement: [484, 645, 629, 724]
- divider: [327, 263, 472, 266]
- paragraph: Sir George Grey moved a series of resolutions asking for all papers and correspondence in connection with a number of land purchases made by Mr Thomas Russell from Natives.: [14, 422, 159, 454]
- shipping-entry: Elena, ss, 401 tons, Wheeler, for Northern ports. Passengers — Messrs Bennett, Russell, Jones, Cooke, Bradley, and Professor Lewis.: [484, 231, 629, 255]
- ad-body: THIRD Quarter of the above School commences Monday, July 3. Fees Payable Quarterly in advance.: [484, 955, 629, 971]
- ad-title: RUGS. RUGS. RUGS.: [825, 837, 915, 848]
- ad-title: HOUSEHOLD FURNITURE, American Cooking Stove, &c., Framed Canvas Tent, 18 x 20.: [966, 683, 1088, 714]
- section-heading: CHAMPIONSHIP OF THE THAMES.: [181, 704, 305, 725]
- columns: [14, 34, 1104, 1465]
- letter-to: To the Editor.: [382, 458, 418, 466]
- advertisement: [641, 50, 786, 131]
- ad-line: Terms cash.: [1010, 856, 1043, 864]
- advertisement: [798, 1046, 943, 1109]
- paragraph: In discussion on the public buildings yesterday afternoon, Mr Reynolds strongly urged that proper Customs accommodation should be provided at Port Chalmers, and called upon the Government to redeem the promise he made when Acting-Postmaster-General.: [170, 487, 316, 536]
- paragraph: Mr Moorhouse's assertion that the Opposition comprised the Egypt of Provincialism, he said "No." Auckland wished Provincialism reinstated there. There was a party in the House with distinct objects and views. He proceeded to state that members from Auckland were sent down pledged to agree to nothing that would continue the compact of 1856, which was so injuriously prejudicial to Auckland; Canterbury and Otago might keep their land fund.: [14, 587, 159, 659]
- classified-ad: LOST, in Princes street south, brown curled Russian Retriever Pup. Finder rewarded. Geo. Matthews, Moray Place.: [798, 336, 943, 364]
- letter-heading: THE LABOR MARKET.: [345, 309, 455, 320]
- classified-ad: TO LET, a three and four roomed Cottage, in Kensington. Apply Fleming's Produce Store, Princes street.: [641, 974, 786, 1002]
- ad-title: SUPERIOR HOUSEHOLD FURNITURE.: [972, 184, 1081, 205]
- classified-ad: TO LET, a Three-roomed Cottage. Apply at W. Gunn's, Great King street.: [641, 1143, 786, 1163]
- ad-line: AT THE: [858, 699, 882, 707]
- ad-line: Railway Coal Depot, near Stuart street Jetty, Castle street.: [797, 675, 943, 691]
- column-2: [171, 34, 322, 1442]
- ad-signature: HERBERT, HAYNES, & CO.: [811, 1095, 929, 1106]
- section-subheading: MAILS CLOSE.: [535, 507, 578, 515]
- classified-ad: TO LET, four roomed Brick Cottage to let. Centre of City. Frederick E. Proctor, agent, Princes street.: [641, 1030, 786, 1050]
- notice-signature: A. BATH, Chief Postmaster.: [548, 590, 629, 598]
- shipping-entry: Hawea, ss, 461 tons, Wheeler, for the North. Passengers — Mrs Lyttelton, Miss Sharp; Messrs Moore, Stanford, Kiddall, and 14 in the steerage.: [484, 267, 629, 291]
- classified-ad: WANTED, the Public to Suspend Judgment in the case W. and G. Turnbull until further Notice. A. and T. Inglis.: [641, 135, 786, 163]
- classified-ad: WANTED TO PURCHASE an Iron Tank. Charles Selby, Castle street south.: [641, 240, 786, 260]
- paragraph: The amount of revenue received at the Customhouse on goods cleared for consumption this day was L257 15s 2d.: [484, 411, 629, 435]
- sailed-label: SAILED.: [544, 257, 569, 265]
- ad-line: A Large Selection. A Pair at same Price a purchasing a Bale in any Wholesale House.: [798, 857, 942, 873]
- ad-date: MONDAY, 3rd JULY.: [983, 788, 1070, 799]
- classified-ad: WANTED Known — Millinery Bonnets at reduced prices. Miss Browning's, Princes street.: [641, 659, 786, 679]
- notice-date: Chief Post Office, Dunedin, June 30, 1876.: [484, 599, 598, 607]
- paragraph: In the Council Captain Fraser is to ask whether the Government took into consideration and with what result the proposition submitted to the Minister of Justice in December last by Mr A. C. Strode, Visiting Justice to Dunedin Gaol, on the part of Mr Caldwell, Governor of the Gaol, who undertook to build a central gaol at Taranaki with prison labor under certain warders.: [170, 421, 316, 485]
- paragraph: The House rose at 5.30.: [21, 474, 84, 482]
